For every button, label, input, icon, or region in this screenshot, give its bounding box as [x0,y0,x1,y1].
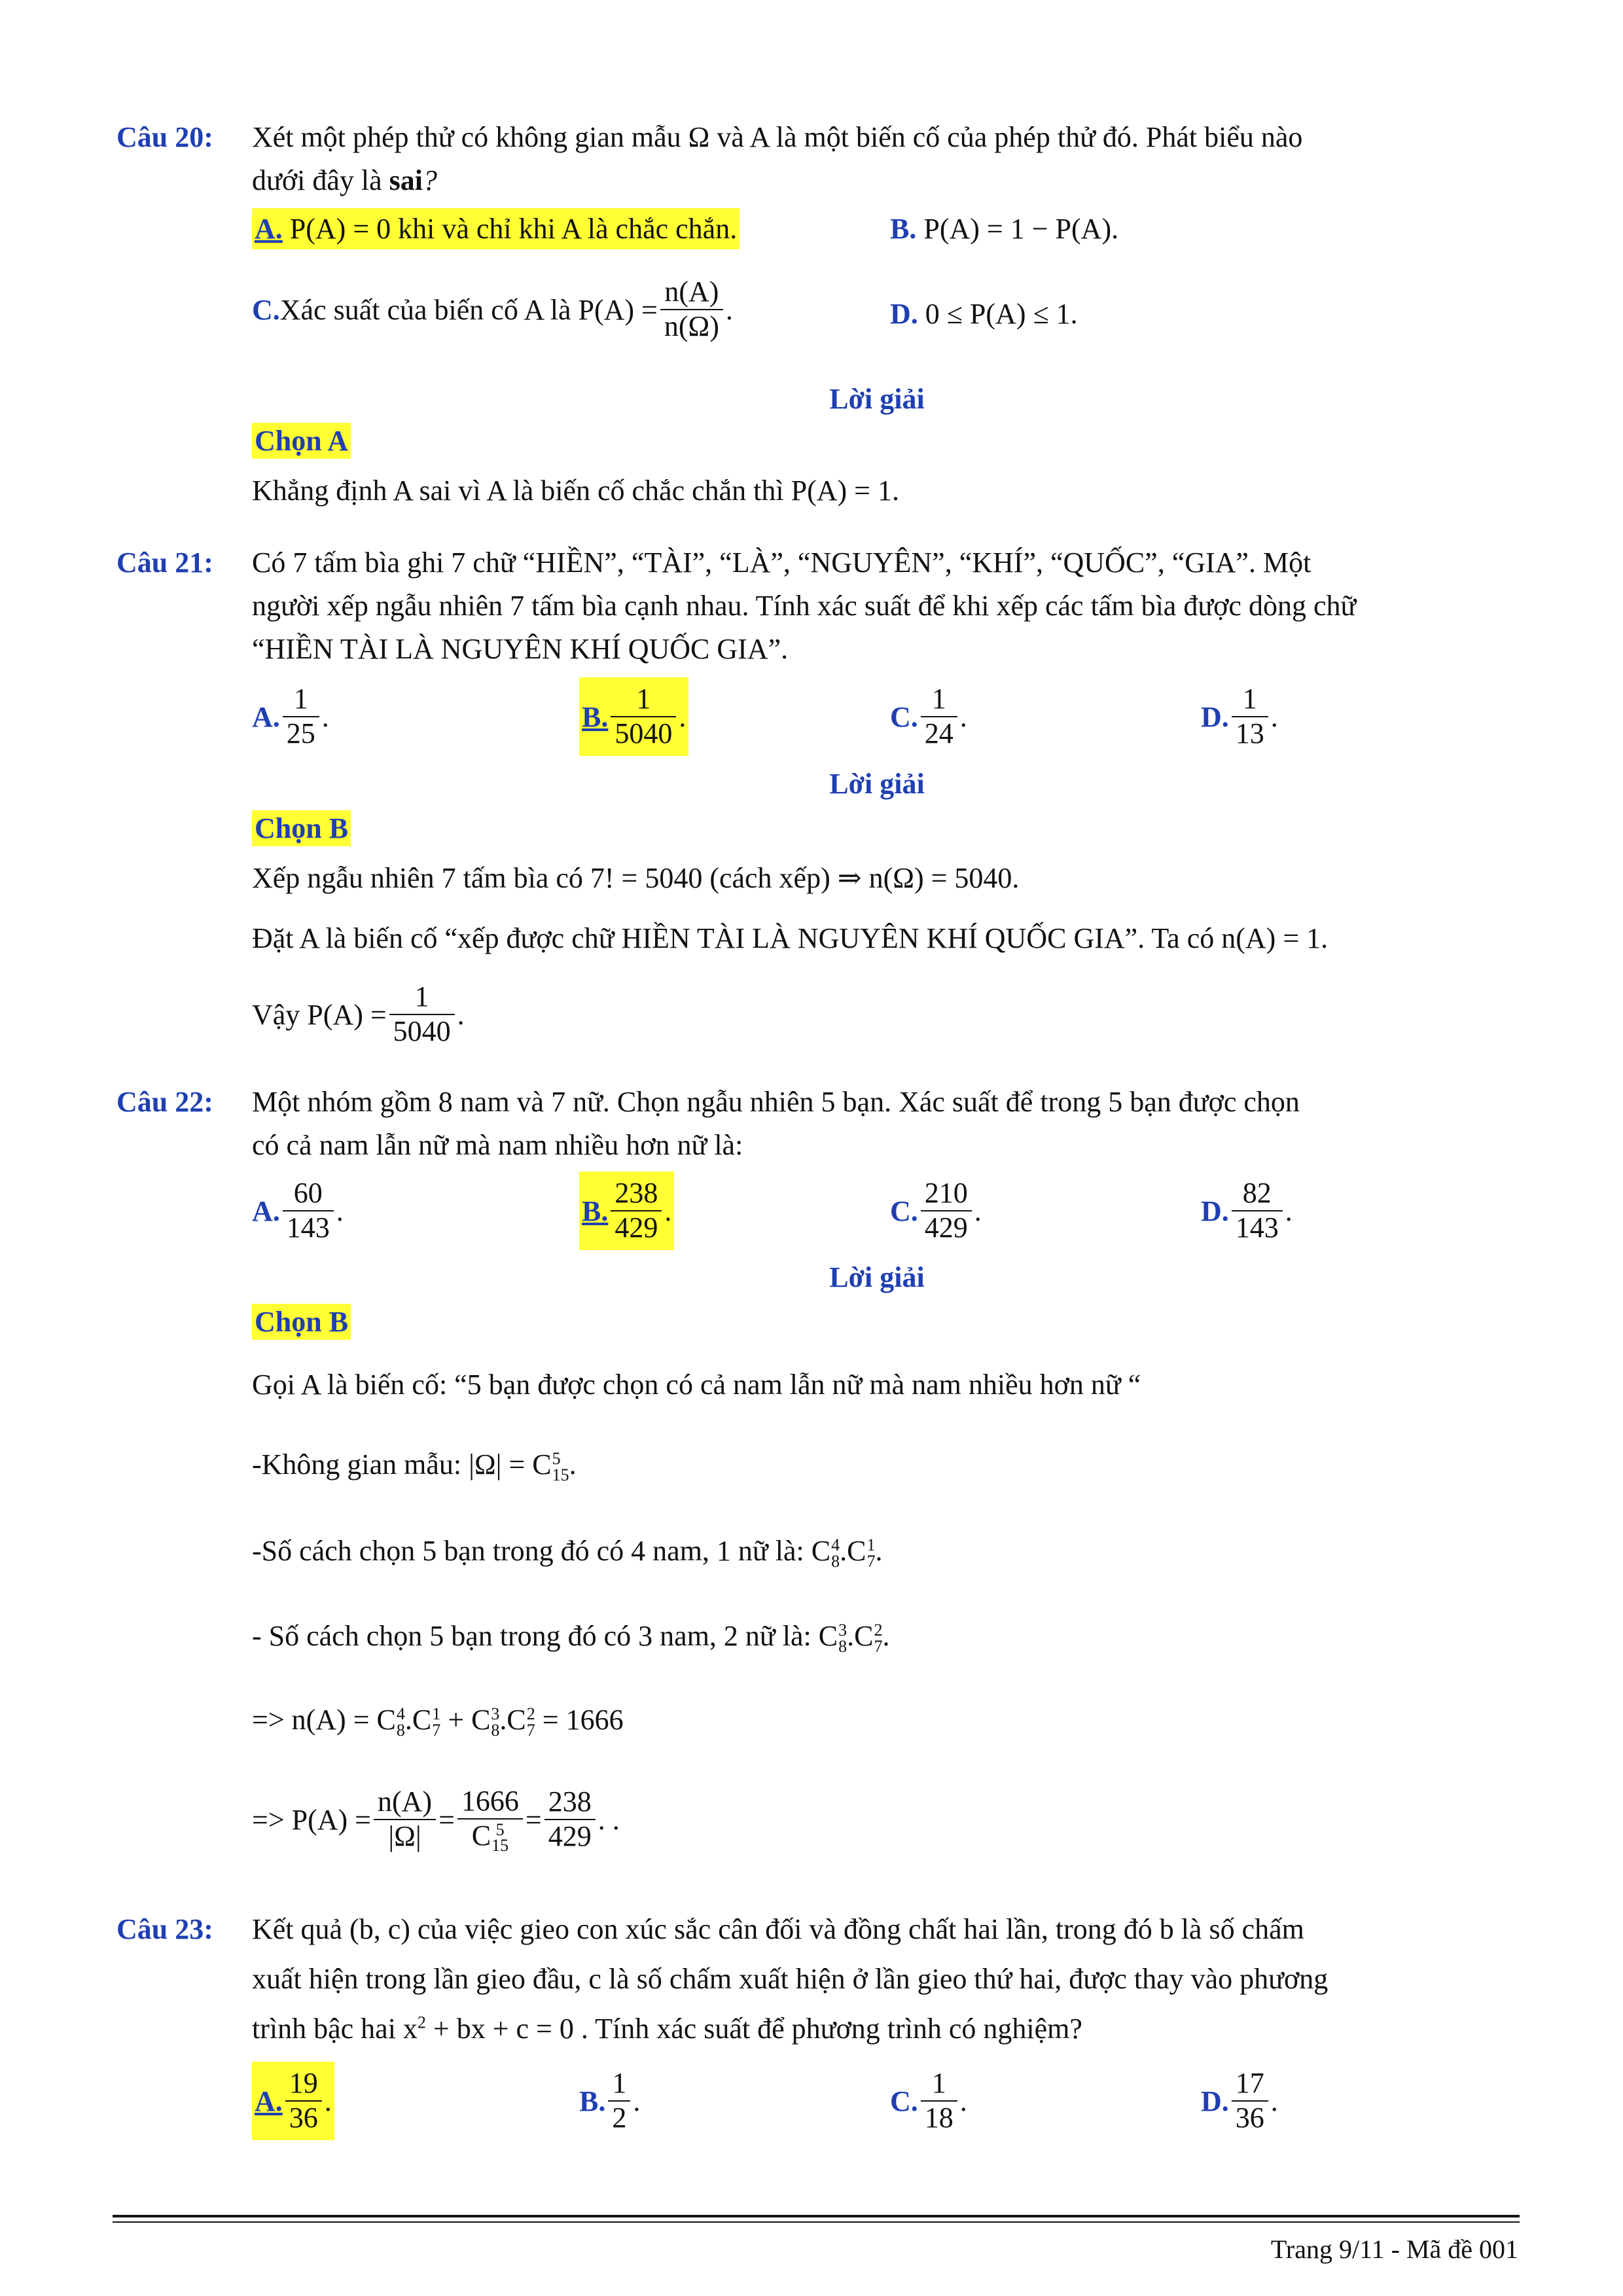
q23-option-d[interactable]: D. $\frac{17}{36}$ . [1201,2067,1278,2134]
q21-text-line3: “HIỀN TÀI LÀ NGUYÊN KHÍ QUỐC GIA”. [252,633,789,665]
q21-label: Câu 21: [116,547,213,579]
q22-text-line1: Một nhóm gồm 8 nam và 7 nữ. Chọn ngẫu nhiên 5 bạn. Xác suất để trong 5 bạn được chọn [252,1086,1300,1118]
q20-option-a[interactable]: A. P(A) = 0 khi và chỉ khi A là chắc chắn. [252,208,740,249]
q22-solution-line2: -Không gian mẫu: |Ω| = C 5 15 . [252,1448,577,1484]
q22-solution-line4: - Số cách chọn 5 bạn trong đó có 3 nam, 2 nữ là: C 3 8 .C 2 7 . [252,1620,890,1656]
q20-sai-word: sai [389,164,423,196]
q23-option-b[interactable]: B. $\frac{1}{2}$ . [579,2067,641,2134]
q23-label: Câu 23: [116,1913,213,1945]
q20-chosen-answer: Chọn A [252,423,351,459]
q20-option-c[interactable]: C. Xác suất của biến cố A là P(A) = $\frac{n(A)}{n(\Omega)}$ . [252,276,733,342]
footer-divider-thick [113,2215,1520,2217]
q21-solution-heading: Lời giải [829,768,925,800]
q20-text-line2: dưới đây là sai? [252,164,437,196]
q21-option-d[interactable]: D. $\frac{1}{13}$ . [1201,683,1278,749]
q21-solution-line1: Xếp ngẫu nhiên 7 tấm bìa có 7! = 5040 (cách xếp) ⇒ n(Ω) = 5040. [252,862,1020,894]
q20-text-line1: Xét một phép thử có không gian mẫu Ω và A là một biến cố của phép thử đó. Phát biểu nào [252,121,1303,153]
q22-solution-heading: Lời giải [829,1261,925,1293]
q22-chosen-answer: Chọn B [252,1304,351,1340]
q21-solution-line3: Vậy P(A) = $\frac{1}{5040}$ . [252,980,465,1047]
q23-text-line1: Kết quả (b, c) của việc gieo con xúc sắc cân đối và đồng chất hai lần, trong đó b là số chấm [252,1913,1304,1945]
q22-solution-line3: -Số cách chọn 5 bạn trong đó có 4 nam, 1 nữ là: C 4 8 .C 1 7 . [252,1535,883,1571]
q21-text-line1: Có 7 tấm bìa ghi 7 chữ “HIỀN”, “TÀI”, “LÀ”, “NGUYÊN”, “KHÍ”, “QUỐC”, “GIA”. Một [252,547,1311,579]
q23-option-c[interactable]: C. $\frac{1}{18}$ . [890,2067,967,2134]
q21-chosen-answer: Chọn B [252,810,351,846]
q20-solution-heading: Lời giải [829,383,925,415]
q22-option-d[interactable]: D. $\frac{82}{143}$ . [1201,1177,1293,1244]
q20-option-d[interactable]: D. 0 ≤ P(A) ≤ 1. [890,298,1078,330]
q20-explanation: Khẳng định A sai vì A là biến cố chắc chắn thì P(A) = 1. [252,475,899,507]
q22-option-a[interactable]: A. $\frac{60}{143}$ . [252,1177,344,1244]
q22-label: Câu 22: [116,1086,213,1118]
footer-divider-thin [113,2221,1520,2223]
q23-text-line2: xuất hiện trong lần gieo đầu, c là số chấm xuất hiện ở lần gieo thứ hai, được thay vào phương [252,1963,1329,1995]
q22-solution-line1: Gọi A là biến cố: “5 bạn được chọn có cả nam lẫn nữ mà nam nhiều hơn nữ “ [252,1369,1141,1401]
q21-option-c[interactable]: C. $\frac{1}{24}$ . [890,683,967,749]
q22-option-b[interactable]: B. $\frac{238}{429}$ . [579,1172,674,1250]
q22-solution-line5: => n(A) = C 4 8 .C 1 7 + C 3 8 .C 2 7 = 1666 [252,1704,624,1740]
q20-option-b[interactable]: B. P(A) = 1 − P(A). [890,213,1119,245]
q22-text-line2: có cả nam lẫn nữ mà nam nhiều hơn nữ là: [252,1129,743,1161]
q21-text-line2: người xếp ngẫu nhiên 7 tấm bìa cạnh nhau. Tính xác suất để khi xếp các tấm bìa được dòng chữ [252,590,1357,622]
q23-text-line3: trình bậc hai $x^2$ + bx + c = 0 . Tính xác suất để phương trình có nghiệm? [252,2013,1082,2045]
q21-solution-line2: Đặt A là biến cố “xếp được chữ HIỀN TÀI LÀ NGUYÊN KHÍ QUỐC GIA”. Ta có n(A) = 1. [252,922,1329,954]
q21-option-a[interactable]: A. $\frac{1}{25}$ . [252,683,329,749]
q20-label: Câu 20: [116,121,213,153]
q20-option-c-fraction: $\frac{n(A)}{n(\Omega)}$ [660,276,723,343]
q22-solution-line6: => P(A) = $\frac{n(A)}{|\Omega|}$ = 1666 C 5 15 = $\frac{238}{429}$ . . [252,1784,620,1856]
page-footer: Trang 9/11 - Mã đề 001 [1270,2234,1518,2264]
q21-option-b[interactable]: B. $\frac{1}{5040}$ . [579,677,688,756]
q22-option-c[interactable]: C. $\frac{210}{429}$ . [890,1177,982,1244]
q23-option-a[interactable]: A. $\frac{19}{36}$ . [252,2062,334,2140]
